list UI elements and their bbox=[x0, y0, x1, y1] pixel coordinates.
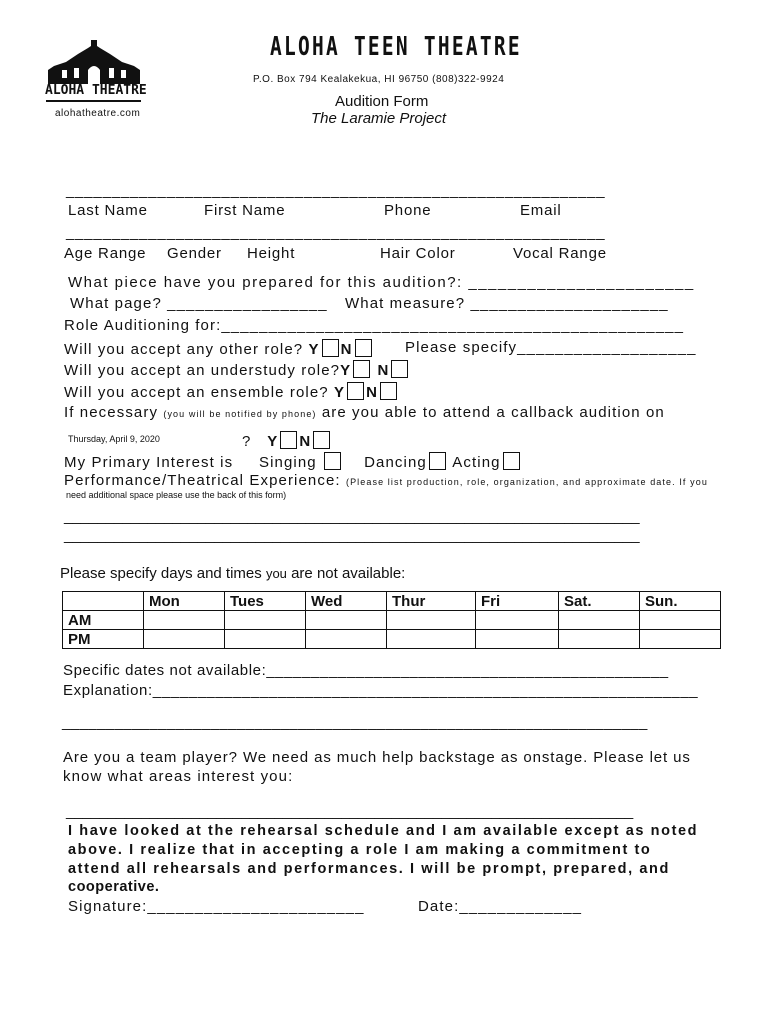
address: P.O. Box 794 Kealakekua, HI 96750 (808)322-9924 bbox=[253, 74, 505, 85]
row-pm: PM bbox=[63, 630, 144, 649]
understudy-label: Will you accept an understudy role? bbox=[64, 362, 341, 379]
play-title: The Laramie Project bbox=[311, 110, 447, 127]
schedule-cell[interactable] bbox=[225, 611, 306, 630]
callback-note: (you will be notified by phone) bbox=[163, 409, 317, 419]
team-question: Are you a team player? We need as much help backstage as onstage. Please let us bbox=[63, 749, 691, 766]
day-thur: Thur bbox=[387, 592, 476, 611]
singing-checkbox[interactable] bbox=[324, 452, 341, 470]
understudy-yes-checkbox[interactable] bbox=[353, 360, 370, 378]
schedule-cell[interactable] bbox=[225, 630, 306, 649]
dancing-label: Dancing bbox=[364, 454, 427, 471]
schedule-cell[interactable] bbox=[387, 630, 476, 649]
commitment-line-2: above. I realize that in accepting a role I am making a commitment to bbox=[68, 842, 652, 858]
commitment-line-4: cooperative. bbox=[68, 879, 160, 895]
schedule-prompt bbox=[60, 565, 405, 582]
details-line[interactable]: ___________________________________________________________ bbox=[66, 224, 606, 241]
vocal-range-label: Vocal Range bbox=[513, 245, 607, 262]
commitment-line-3: attend all rehearsals and performances. I will be prompt, prepared, and bbox=[68, 861, 670, 877]
last-name-label: Last Name bbox=[68, 202, 148, 219]
understudy-question bbox=[64, 360, 410, 379]
experience-note-2: need additional space please use the back of this form) bbox=[66, 490, 287, 500]
ensemble-label: Will you accept an ensemble role? bbox=[64, 384, 329, 401]
email-label: Email bbox=[520, 202, 562, 219]
singing-label: Singing bbox=[259, 454, 317, 471]
commitment-line-1: I have looked at the rehearsal schedule and I am available except as noted bbox=[68, 823, 699, 839]
yes-label: Y bbox=[267, 433, 279, 450]
height-label: Height bbox=[247, 245, 296, 262]
schedule-cell[interactable] bbox=[144, 611, 225, 630]
schedule-prompt-c: are not available: bbox=[291, 565, 406, 582]
ensemble-yes-checkbox[interactable] bbox=[347, 382, 364, 400]
other-role-question bbox=[64, 339, 374, 358]
ensemble-question bbox=[64, 382, 399, 401]
schedule-cell[interactable] bbox=[559, 611, 640, 630]
day-sat: Sat. bbox=[559, 592, 640, 611]
schedule-prompt-a: Please specify days and times bbox=[60, 565, 262, 582]
other-role-label: Will you accept any other role? bbox=[64, 341, 304, 358]
please-specify[interactable]: Please specify___________________ bbox=[405, 339, 697, 356]
ensemble-no-checkbox[interactable] bbox=[380, 382, 397, 400]
day-sun: Sun. bbox=[640, 592, 721, 611]
other-role-yes-checkbox[interactable] bbox=[322, 339, 339, 357]
experience-label: Performance/Theatrical Experience: bbox=[64, 472, 341, 489]
other-role-no-checkbox[interactable] bbox=[355, 339, 372, 357]
no-label: N bbox=[366, 384, 379, 401]
schedule-cell[interactable] bbox=[144, 630, 225, 649]
schedule-cell[interactable] bbox=[640, 611, 721, 630]
schedule-cell[interactable] bbox=[306, 630, 387, 649]
callback-yes-checkbox[interactable] bbox=[280, 431, 297, 449]
date-field[interactable]: Date:_____________ bbox=[418, 898, 583, 915]
explanation[interactable]: Explanation:_____________________________________________________________ bbox=[63, 682, 699, 699]
age-range-label: Age Range bbox=[64, 245, 147, 262]
no-label: N bbox=[340, 341, 353, 358]
no-label: N bbox=[299, 433, 312, 450]
first-name-label: First Name bbox=[204, 202, 286, 219]
acting-checkbox[interactable] bbox=[503, 452, 520, 470]
callback-no-checkbox[interactable] bbox=[313, 431, 330, 449]
availability-table bbox=[62, 591, 721, 649]
callback-question bbox=[64, 404, 665, 421]
question-mark: ? bbox=[242, 433, 252, 450]
phone-label: Phone bbox=[384, 202, 432, 219]
schedule-prompt-b: you bbox=[265, 566, 287, 581]
primary-interest-label: My Primary Interest is bbox=[64, 454, 234, 471]
schedule-cell[interactable] bbox=[387, 611, 476, 630]
day-fri: Fri bbox=[476, 592, 559, 611]
acting-label: Acting bbox=[452, 454, 501, 471]
team-answer-line[interactable]: ____________________________________________________________________ bbox=[66, 803, 634, 820]
logo-text: ALOHA THEATRE bbox=[45, 83, 147, 98]
yes-label: Y bbox=[308, 341, 320, 358]
interest-options bbox=[259, 452, 522, 471]
experience-line-1[interactable]: _____________________________________________________________________ bbox=[64, 508, 640, 525]
yes-label: Y bbox=[334, 384, 346, 401]
page-question[interactable]: What page? _________________ bbox=[70, 295, 328, 312]
schedule-cell[interactable] bbox=[640, 630, 721, 649]
gender-label: Gender bbox=[167, 245, 222, 262]
specific-dates[interactable]: Specific dates not available:_____________________________________________ bbox=[63, 662, 669, 679]
website: alohatheatre.com bbox=[55, 108, 141, 119]
experience-question bbox=[64, 472, 708, 489]
schedule-cell[interactable] bbox=[306, 611, 387, 630]
explanation-line[interactable]: ___________________________________________________________________ bbox=[62, 714, 648, 731]
table-row bbox=[63, 611, 721, 630]
form-title: Audition Form bbox=[335, 93, 429, 110]
hair-color-label: Hair Color bbox=[380, 245, 456, 262]
measure-question[interactable]: What measure? _____________________ bbox=[345, 295, 669, 312]
callback-answer bbox=[242, 431, 332, 450]
callback-label-b: are you able to attend a callback audition on bbox=[321, 404, 665, 421]
day-tues: Tues bbox=[225, 592, 306, 611]
team-question-2: know what areas interest you: bbox=[63, 768, 294, 785]
theatre-logo bbox=[44, 40, 147, 102]
experience-note: (Please list production, role, organization, and approximate date. If you bbox=[345, 477, 708, 487]
row-am: AM bbox=[63, 611, 144, 630]
org-title: ALOHA TEEN THEATRE bbox=[270, 32, 522, 62]
no-label: N bbox=[377, 362, 390, 379]
logo-underline bbox=[46, 100, 141, 102]
callback-label-a: If necessary bbox=[64, 404, 159, 421]
day-wed: Wed bbox=[306, 592, 387, 611]
schedule-cell[interactable] bbox=[559, 630, 640, 649]
schedule-cell[interactable] bbox=[476, 630, 559, 649]
name-line[interactable]: ___________________________________________________________ bbox=[66, 182, 606, 199]
table-header-row bbox=[63, 592, 721, 611]
understudy-no-checkbox[interactable] bbox=[391, 360, 408, 378]
table-row bbox=[63, 630, 721, 649]
callback-date: Thursday, April 9, 2020 bbox=[68, 434, 160, 444]
day-mon: Mon bbox=[144, 592, 225, 611]
signature-field[interactable]: Signature:_______________________ bbox=[68, 898, 365, 915]
role-question[interactable]: Role Auditioning for:_________________________________________________ bbox=[64, 317, 685, 334]
schedule-cell[interactable] bbox=[476, 611, 559, 630]
dancing-checkbox[interactable] bbox=[429, 452, 446, 470]
piece-question[interactable]: What piece have you prepared for this audition?: _______________________ bbox=[68, 274, 695, 291]
table-corner-cell bbox=[63, 592, 144, 611]
experience-line-2[interactable]: _____________________________________________________________________ bbox=[64, 527, 640, 544]
yes-label: Y bbox=[340, 362, 352, 379]
